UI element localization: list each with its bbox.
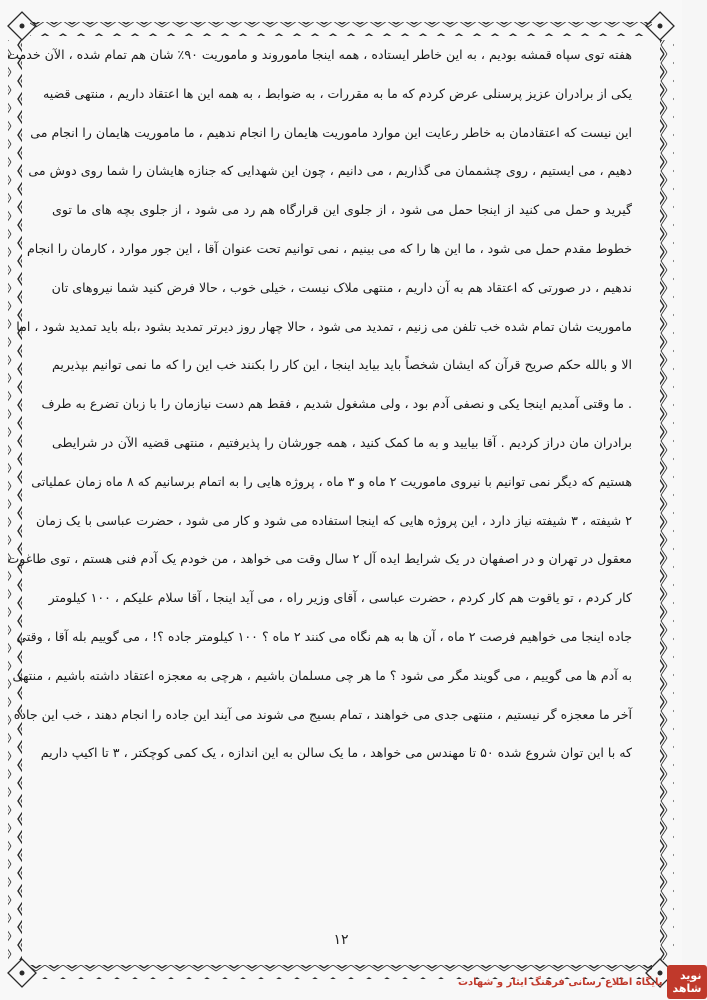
- text-line: خطوط مقدم حمل می شود ، ما این ها را که می بینیم ، نمی توانیم تحت عنوان آقا ، این جور موارد ، کارمان را انجام: [26, 240, 632, 256]
- watermark-text: پایگاه اطلاع رسانی فرهنگ ایثار و شهادت: [458, 976, 663, 988]
- text-line: به آدم ها می گوییم ، می گویند مگر می شود ؟ ما هر چی مسلمان باشیم ، هرچی به معجزه اعتقاد داشته باشیم ، منتهی: [12, 667, 632, 683]
- text-line: کار کردم ، تو یاقوت هم کار کردم ، حضرت عباسی ، آقای وزیر راه ، می آید اینجا ، آقا سلام علیکم ، ۱۰۰ کیلومتر: [48, 590, 632, 606]
- text-line: معقول در تهران و در اصفهان در یک شرایط ایده آل ۲ سال وقت می خواهد ، من خودم یک آدم فنی هستم ، توی طاغوت: [7, 551, 632, 567]
- text-line: گیرید و حمل می کنید از اینجا حمل می شود ، از جلوی این قرارگاه هم رد می شود ، از جلوی بچه های ما توی: [52, 202, 632, 218]
- text-line: الا و بالله حکم صریح قرآن که ایشان شخصاً باید بیاید اینجا ، این کار را بکنند خب این را که ما نمی توانیم بپذیریم: [52, 357, 632, 373]
- text-line: هفته توی سپاه قمشه بودیم ، به این خاطر ایستاده ، همه اینجا ماموروند و ماموریت ۹۰٪ شان هم تمام شده ، الآن خدمت: [7, 47, 632, 62]
- text-line: این نیست که اعتقادمان به خاطر رعایت این موارد ماموریت هایمان را انجام ندهیم ، ما ماموریت هایمان را انجام می: [30, 124, 632, 140]
- page-number: ۱۲: [333, 932, 349, 948]
- text-line: که با این توان شروع شده ۵۰ تا مهندس می خواهد ، ما یک سالن به این اندازه ، یک کمی کوچکتر ، ۳ تا اکیپ داریم: [40, 745, 632, 761]
- watermark: [458, 968, 702, 996]
- text-line: دهیم ، می ایستیم ، روی چشممان می گذاریم ، می دانیم ، چون این شهدایی که جنازه هایشان را شما روی دوش می: [28, 163, 632, 179]
- text-line: جاده اینجا می خواهیم فرصت ۲ ماه ، آن ها به هم نگاه می کنند ۲ ماه ؟ ۱۰۰ کیلومتر جاده ؟! ، می گوییم بله آقا ، وقتی: [16, 628, 632, 644]
- text-line: برادران مان دراز کردیم . آقا بیایید و به ما کمک کنید ، همه جورشان را پذیرفتیم ، منتهی قضیه الآن در شرایطی: [52, 434, 632, 450]
- text-line: آخر ما معجزه گر نیستیم ، منتهی جدی می خواهند ، تمام بسیج می شوند می آیند این جاده را انجام دهند ، خب این جاده: [13, 706, 632, 722]
- text-line: هستیم که دیگر نمی توانیم با نیروی ماموریت ۲ ماه و ۳ ماه ، پروژه هایی را به اتمام برسانیم که ۸ ماه زمان عملیاتی: [31, 473, 632, 489]
- body-text: [7, 36, 632, 773]
- text-line: . ما وقتی آمدیم اینجا یکی و نصفی آدم بود ، ولی مشغول شدیم ، فقط هم دست نیازمان را با زبان تضرع به طرف: [41, 396, 632, 412]
- text-line: ماموریت شان تمام شده خب تلفن می زنیم ، تمدید می شود ، حالا چهار روز دیرتر تمدید بشود ،بله باید تمدید شود ، اما: [16, 318, 632, 334]
- watermark-logo: نوید شاهد: [667, 965, 707, 999]
- text-line: یکی از برادران عزیز پرسنلی عرض کردم که ما به مقررات ، به ضوابط ، به همه این ها اعتقاد داریم ، منتهی قضیه: [43, 85, 632, 101]
- text-line: ۲ شیفته ، ۳ شیفته نیاز دارد ، این پروژه هایی که اینجا استفاده می شود و کار می شود ، حضرت عباسی با یک زمان: [35, 512, 632, 528]
- text-line: ندهیم ، در صورتی که اعتقاد هم به آن داریم ، منتهی ملاک نیست ، خیلی خوب ، حالا فرض کنید شما نیروهای تان: [51, 279, 632, 295]
